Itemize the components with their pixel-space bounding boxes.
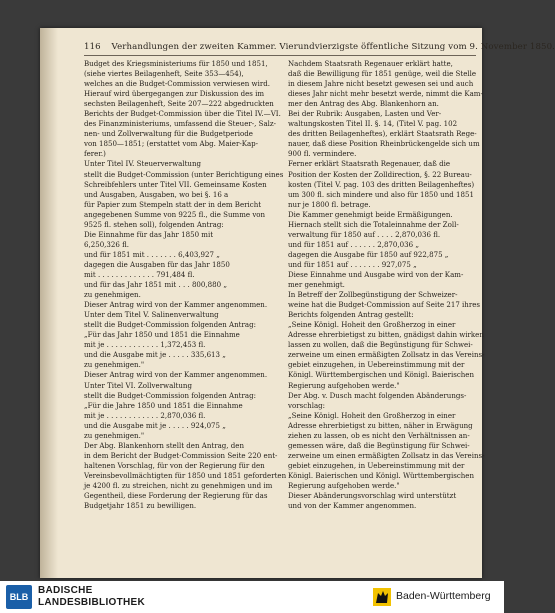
text-line: Regierung aufgehoben werde.": [288, 380, 400, 390]
text-line: um 300 fl. sich mindere und also für 1850 und 1851: [288, 189, 474, 199]
text-line: und die Ausgabe mit je . . . . . 335,613 „: [84, 350, 226, 360]
page-binding-shadow: [40, 28, 58, 578]
text-line: (siehe viertes Beilagenheft, Seite 353—454),: [84, 69, 244, 79]
text-line: und für 1851 auf . . . . . . . 927,075 „: [288, 259, 417, 269]
state-label[interactable]: Baden-Württemberg: [396, 590, 491, 602]
text-line: Dieser Antrag wird von der Kammer angenommen.: [84, 300, 268, 310]
text-line: Position der Kosten der Zolldirection, §. 22 Bureau-: [288, 169, 472, 179]
text-line: Adresse ehrerbietigst zu bitten, gnädigst dahin wirken: [288, 330, 484, 340]
text-line: zerweine um einen ermäßigten Zollsatz in das Vereins-: [288, 450, 485, 460]
text-line: des Finanzministeriums, umfassend die Steuer-, Salz-: [84, 119, 277, 129]
text-line: welches an die Budget-Commission verwiesen wird.: [84, 79, 270, 89]
text-line: gebiet einzugehen, in Uebereinstimmung mit der: [288, 360, 465, 370]
text-line: zu genehmigen.": [84, 360, 145, 370]
text-line: Dieser Abänderungsvorschlag wird unterstützt: [288, 491, 457, 501]
text-line: Die Kammer genehmigt beide Ermäßigungen.: [288, 209, 453, 219]
text-line: ferer.): [84, 149, 106, 159]
text-line: 6,250,326 fl.: [84, 239, 130, 249]
text-line: Budget des Kriegsministeriums für 1850 und 1851,: [84, 59, 268, 68]
text-line: „Für das Jahr 1850 und 1851 die Einnahme: [84, 330, 240, 340]
text-line: Gegentheil, diese Forderung der Regierung für das: [84, 491, 268, 501]
text-line: nauer, daß diese Position Rheinbrückengelde sich um: [288, 139, 480, 149]
left-column: [84, 59, 287, 511]
text-line: stellt die Budget-Commission (unter Berichtigung eines: [84, 169, 284, 179]
text-line: gemessen wäre, daß die Begünstigung für Schwei-: [288, 440, 470, 450]
text-line: „Seine Königl. Hoheit den Großherzog in einer: [288, 320, 456, 330]
text-line: Regierung aufgehoben werde.": [288, 480, 400, 490]
text-line: in diesem Jahre nicht besetzt gewesen sei und auch: [288, 79, 474, 89]
text-line: In Betreff der Zollbegünstigung der Schweizer-: [288, 290, 458, 300]
text-line: gebiet einzugehen, in Uebereinstimmung mit der: [288, 460, 465, 470]
text-line: mit je . . . . . . . . . . . . 1,372,453 fl.: [84, 340, 206, 350]
header-rule: [84, 55, 476, 56]
library-name[interactable]: [38, 585, 145, 609]
footer-bar: [0, 581, 504, 613]
text-line: und für 1851 mit . . . . . . . 6,403,927 „: [84, 249, 220, 259]
text-line: Ferner erklärt Staatsrath Regenauer, daß die: [288, 159, 451, 169]
text-line: und die Ausgabe mit je . . . . . 924,075 „: [84, 420, 226, 430]
baden-wuerttemberg-lion-icon[interactable]: [372, 587, 392, 607]
text-line: 900 fl. vermindere.: [288, 149, 357, 159]
text-line: zerweine um einen ermäßigten Zollsatz in das Vereins-: [288, 350, 485, 360]
document-page: [40, 28, 555, 578]
text-line: Unter Titel IV. Steuerverwaltung: [84, 159, 201, 169]
text-line: mit . . . . . . . . . . . . . 791,484 fl.: [84, 269, 195, 279]
text-line: von 1850—1851; (erstattet vom Abg. Maier-Kap-: [84, 139, 259, 149]
text-line: je 4200 fl. zu streichen, nicht zu genehmigen und im: [84, 480, 273, 490]
text-line: dagegen die Ausgaben für das Jahr 1850: [84, 259, 230, 269]
text-line: weine hat die Budget-Commission auf Seite 217 ihres: [288, 300, 480, 310]
text-line: Der Abg. Blankenhorn stellt den Antrag, den: [84, 440, 244, 450]
text-line: stellt die Budget-Commission folgenden Antrag:: [84, 390, 256, 400]
running-title: Verhandlungen der zweiten Kammer. Vierundvierzigste öffentliche Sitzung vom 9. November 1850.: [111, 42, 555, 52]
text-line: Vereinsbevollmächtigten für 1850 und 1851 geforderten: [84, 470, 287, 480]
text-line: 9525 fl. stehen soll), folgenden Antrag:: [84, 219, 224, 229]
text-line: „Seine Königl. Hoheit den Großherzog in einer: [288, 410, 456, 420]
text-line: lassen zu wollen, daß die Begünstigung für Schwei-: [288, 340, 473, 350]
text-line: sechsten Beilagenheft, Seite 207—222 abgedruckten: [84, 99, 274, 109]
text-line: Budgetjahr 1851 zu bewilligen.: [84, 501, 197, 511]
blb-logo-icon[interactable]: BLB: [6, 585, 32, 609]
text-line: Unter Titel VI. Zollverwaltung: [84, 380, 192, 390]
text-line: dagegen die Ausgabe für 1850 auf 922,875 „: [288, 249, 449, 259]
text-line: Adresse ehrerbietigst zu bitten, näher in Erwägung: [288, 420, 473, 430]
text-line: Königl. Württembergischen und Königl. Baierischen: [288, 370, 475, 380]
text-line: „Für die Jahre 1850 und 1851 die Einnahme: [84, 400, 243, 410]
text-line: daß die Bewilligung für 1851 genüge, weil die Stelle: [288, 69, 477, 79]
text-line: für Papier zum Stempeln statt der in dem Bericht: [84, 199, 262, 209]
text-line: mer genehmigt.: [288, 280, 345, 290]
text-line: Hierauf wird übergegangen zur Diskussion des im: [84, 89, 265, 99]
text-line: stellt die Budget-Commission folgenden Antrag:: [84, 320, 256, 330]
text-line: zu genehmigen.": [84, 430, 145, 440]
text-line: nen- und Zollverwaltung für die Budgetperiode: [84, 129, 253, 139]
text-line: waltungskosten Titel II. §. 14, (Titel V. pag. 102: [288, 119, 458, 129]
text-line: Berichts folgenden Antrag gestellt:: [288, 310, 414, 320]
text-line: verwaltung für 1850 auf . . . . 2,870,036 fl.: [288, 229, 441, 239]
text-line: Hiernach stellt sich die Totaleinnahme der Zoll-: [288, 219, 459, 229]
running-header: [84, 42, 555, 52]
text-line: vorschlag:: [288, 400, 326, 410]
text-line: und Ausgaben, Ausgaben, wo bei §. 16 a: [84, 189, 229, 199]
text-line: Nachdem Staatsrath Regenauer erklärt hatte,: [288, 59, 453, 68]
text-line: kosten (Titel V. pag. 103 des dritten Beilagenheftes): [288, 179, 475, 189]
text-line: und für 1851 auf . . . . . . 2,870,036 „: [288, 239, 419, 249]
text-line: haltenen Vorschlag, für von der Regierung für den: [84, 460, 265, 470]
text-line: nur je 1800 fl. betrage.: [288, 199, 371, 209]
text-line: und von der Kammer angenommen.: [288, 501, 417, 511]
text-line: mer den Antrag des Abg. Blankenhorn an.: [288, 99, 439, 109]
text-line: Unter dem Titel V. Salinenverwaltung: [84, 310, 219, 320]
text-line: und für das Jahr 1851 mit . . . 800,880 „: [84, 280, 227, 290]
text-line: mit je . . . . . . . . . . . . 2,870,036 fl.: [84, 410, 206, 420]
text-line: ziehen zu lassen, ob es nicht den Verhältnissen an-: [288, 430, 470, 440]
page-number: 116: [84, 42, 101, 52]
text-line: Schreibfehlers unter Titel VII. Gemeinsame Kosten: [84, 179, 267, 189]
text-line: zu genehmigen.: [84, 290, 141, 300]
text-line: Diese Einnahme und Ausgabe wird von der Kam-: [288, 269, 464, 279]
text-line: des dritten Beilagenheftes), erklärt Staatsrath Rege-: [288, 129, 477, 139]
library-name-line1: BADISCHE: [38, 585, 93, 596]
right-column: [288, 59, 484, 511]
text-line: Der Abg. v. Dusch macht folgenden Abänderungs-: [288, 390, 467, 400]
library-name-line2: LANDESBIBLIOTHEK: [38, 597, 146, 608]
text-line: angegebenen Summe von 9225 fl., die Summe von: [84, 209, 266, 219]
text-line: Die Einnahme für das Jahr 1850 mit: [84, 229, 214, 239]
text-line: dieses Jahr nicht mehr besetzt werde, nimmt die Kam-: [288, 89, 483, 99]
text-line: Königl. Baierischen und Königl. Württembergischen: [288, 470, 475, 480]
text-line: in dem Bericht der Budget-Commission Seite 220 ent-: [84, 450, 278, 460]
text-line: Dieser Antrag wird von der Kammer angenommen.: [84, 370, 268, 380]
text-line: Berichts der Budget-Commission über die Titel IV.—VI.: [84, 109, 281, 119]
text-line: Bei der Rubrik: Ausgaben, Lasten und Ver-: [288, 109, 442, 119]
